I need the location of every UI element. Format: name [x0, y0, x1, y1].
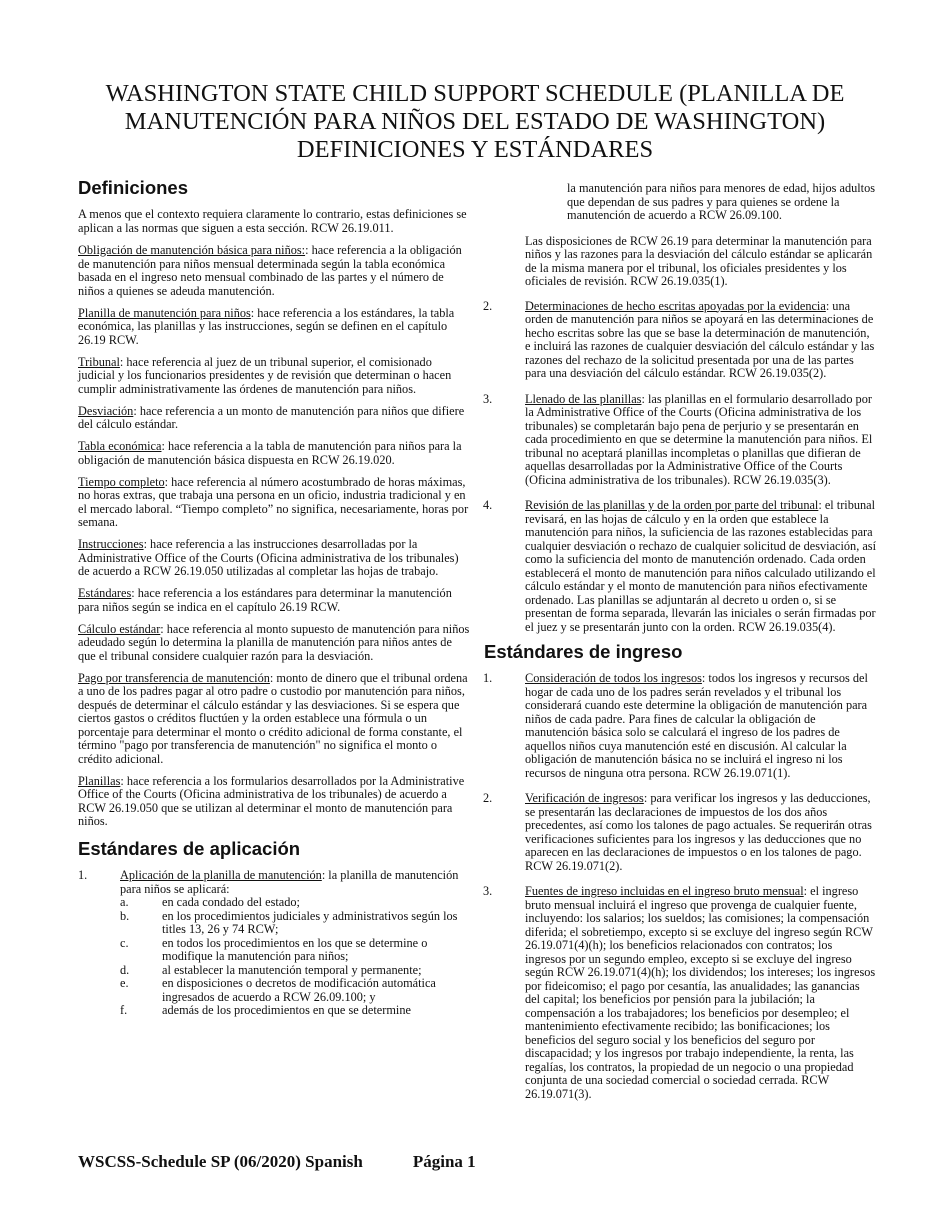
sub-item	[120, 896, 470, 910]
item-number: 3.	[483, 391, 493, 406]
definition-text: : hace referencia al número acostumbrado de horas máximas, no horas extras, que trabaja una persona en un oficio, industria tradicional y en el mercado laboral. “Tiempo completo” no significa, necesariamente, horas por semana.	[78, 474, 469, 529]
income-item-3	[483, 885, 876, 1101]
definition-text: : hace referencia al monto supuesto de manutención para niños adeudado según lo determina la planilla de manutención para niños antes de que el tribunal considere cualquier razón para la desviación.	[78, 621, 470, 663]
item-number: 2.	[483, 298, 493, 313]
item-text: : las planillas en el formulario desarrollado por la Administrative Office of the Courts (Oficina administrativa de los tribunales) se completarán bajo pena de perjurio y se presentarán en cada procedimiento en que se determine la manutención para niños. El tribunal no aceptará planillas incompletas o planillas que difieran de aquellas desarrolladas por la Administrative Office of the Courts (Oficina administrativa de los tribunales). RCW 26.19.035(3).	[525, 391, 873, 487]
item-term: Determinaciones de hecho escritas apoyadas por la evidencia	[525, 298, 826, 313]
sub-letter: e.	[120, 976, 129, 990]
item-term: Aplicación de la planilla de manutención	[120, 868, 322, 882]
definition-text: : hace referencia a un monto de manutención para niños que difiere del cálculo estándar.	[78, 403, 465, 431]
definition-text: : monto de dinero que el tribunal ordena a uno de los padres pagar al otro padre o custodio por manutención para niños, después de determinar el cálculo estándar y las desviaciones. Si se espera que ciertos gastos o créditos fluctúen y la orden establece una fórmula o un porcentaje para determinar el monto o crédito adicional de forma constante, el término "pago por transferencia de manutención" no significa el monto o crédito adicional.	[78, 670, 468, 766]
item-number: 2.	[483, 791, 493, 805]
item-text: : el ingreso bruto mensual incluirá el ingreso que provenga de cualquier fuente, incluyendo: los salarios; los sueldos; las comisiones; la compensación diferida; el sobretiempo, excepto si se excluye del ingreso según RCW 26.19.071(4)(h); los beneficios relacionados con contratos; los ingresos por un segundo empleo, excepto si se excluye del ingreso según RCW 26.19.071(4)(h); los dividendos; los intereses; los ingresos por fideicomiso; el pago por cesantía, las anualidades; las ganancias del capital; los beneficios por pensión para la jubilación; la compensación a los trabajadores; los beneficios por desempleo; el mantenimiento efectivamente recibido; las bonificaciones; los beneficios del seguro social y los beneficios del seguro por discapacidad; y los ingresos por trabajo independiente, la renta, las regalías, los contratos, la propiedad de un negocio o una propiedad conjunta de una sociedad comercial o sociedad cerrada. RCW 26.19.071(3).	[525, 884, 876, 1101]
definition-item	[78, 405, 470, 432]
definition-item	[78, 587, 470, 614]
definition-text: : hace referencia a los estándares para determinar la manutención para niños según se indica en el capítulo 26.19 RCW.	[78, 586, 452, 614]
definition-item	[78, 538, 470, 579]
sub-item	[120, 910, 470, 937]
definition-text: : hace referencia a la obligación de manutención para niños mensual determinada según la tabla económica basada en el ingreso neto mensual combinado de las partes y el número de niños a quienes se adeuda manutención.	[78, 243, 462, 298]
definition-item	[78, 476, 470, 530]
sub-text: en los procedimientos judiciales y administrativos según los titles 13, 26 y 74 RCW;	[162, 908, 458, 936]
sub-text: en cada condado del estado;	[162, 895, 300, 909]
definition-term: Tribunal	[78, 354, 120, 369]
definitions-heading: Definiciones	[78, 177, 188, 198]
sub-letter: b.	[120, 908, 130, 923]
item-term: Llenado de las planillas	[525, 391, 642, 406]
item-text: : la planilla de manutención para niños se aplicará:	[120, 868, 459, 896]
definition-text: : hace referencia al juez de un tribunal superior, el comisionado judicial y los funcionarios presidentes y de revisión que determinan o hacen cumplir administrativamente las órdenes de manutención para niños.	[78, 354, 452, 396]
definitions-intro: A menos que el contexto requiera claramente lo contrario, estas definiciones se aplican a las normas que siguen a esta sección. RCW 26.19.011.	[78, 207, 467, 235]
sub-letter: a.	[120, 895, 129, 909]
application-item-2	[483, 300, 876, 381]
sub-text: en disposiciones o decretos de modificación automática ingresados de acuerdo a RCW 26.09.100; y	[162, 976, 436, 1004]
form-identifier: WSCSS-Schedule SP (06/2020) Spanish	[78, 1152, 363, 1171]
definition-term: Cálculo estándar	[78, 621, 161, 636]
definition-term: Planillas	[78, 773, 121, 788]
item-term: Verificación de ingresos	[525, 791, 644, 805]
sub-text: además de los procedimientos en que se determine	[162, 1003, 411, 1017]
definition-term: Pago por transferencia de manutención	[78, 670, 270, 685]
definition-item	[78, 623, 470, 664]
item-text: : una orden de manutención para niños se apoyará en las determinaciones de hecho escritas sobre las que se base la determinación de manutención, e incluirá las razones de cualquier desviación del cálculo estándar y las razones del rechazo de la solicitud presentada por una de las partes para una desviación del cálculo estándar. RCW 26.19.035(2).	[525, 298, 875, 380]
item-number: 3.	[483, 884, 493, 898]
application-heading: Estándares de aplicación	[78, 838, 301, 859]
application-paragraph: Las disposiciones de RCW 26.19 para determinar la manutención para niños y las razones para la desviación del cálculo estándar se aplicarán de la misma manera por el tribunal, los oficiales presidentes y los oficiales de revisión. RCW 26.19.035(1).	[525, 233, 873, 288]
definition-text: : hace referencia a las instrucciones desarrolladas por la Administrative Office of the Courts (Oficina administrativa de los tribunales) de acuerdo a RCW 26.19.050 utilizadas al completar las hojas de trabajo.	[78, 537, 459, 578]
sub-item	[120, 1004, 470, 1018]
definition-text: : hace referencia a los formularios desarrollados por la Administrative Office of the Courts (Oficina administrativa de los tribunales) de acuerdo a RCW 26.19.050 que se utilizan al determinar el monto de manutención para niños.	[78, 773, 465, 828]
income-heading: Estándares de ingreso	[484, 641, 683, 662]
definition-text: : hace referencia a la tabla de manutención para niños para la obligación de manutención básica dispuesta en RCW 26.19.020.	[78, 439, 462, 467]
left-column	[78, 176, 470, 1018]
item-number: 1.	[78, 868, 88, 882]
definition-term: Planilla de manutención para niños	[78, 305, 251, 320]
item-term: Revisión de las planillas y de la orden por parte del tribunal	[525, 498, 819, 512]
page-title: WASHINGTON STATE CHILD SUPPORT SCHEDULE (PLANILLA DE MANUTENCIÓN PARA NIÑOS DEL ESTADO DE WASHINGTON) DEFINICIONES Y ESTÁNDARES	[105, 80, 845, 163]
application-item-4	[483, 499, 876, 634]
sub-item	[120, 977, 470, 1004]
item-text: : para verificar los ingresos y las deducciones, se presentarán las declaraciones de impuestos de los dos años precedentes, así como los talones de pago actuales. Se requerirán otras verificaciones suficientes para los ingresos y las deducciones que no aparecen en las declaraciones de impuestos o en los talones de pago. RCW 26.19.071(2).	[525, 791, 872, 873]
definition-term: Desviación	[78, 403, 134, 418]
page-number: Página 1	[412, 1152, 476, 1171]
sub-item	[120, 964, 470, 978]
sub-text: al establecer la manutención temporal y permanente;	[162, 962, 422, 977]
definition-item	[78, 244, 470, 298]
definition-term: Obligación de manutención básica para niños:	[78, 243, 306, 257]
item-text: : todos los ingresos y recursos del hogar de cada uno de los padres serán revelados y el tribunal los considerará cuando este determine la obligación de manutención para niños de cada padre. Para fines de calcular la obligación de manutención básica solo se calculará el ingreso de los padres de aquellos niños cuya manutención esté en discusión. Al calcular la obligación de manutención básica no se incluirá el ingreso ni los recursos de ninguna otra persona. RCW 26.19.071(1).	[525, 671, 868, 780]
item-term: Fuentes de ingreso incluidas en el ingreso bruto mensual	[525, 884, 804, 898]
definition-item	[78, 440, 470, 467]
definition-term: Instrucciones	[78, 537, 144, 551]
application-item-3	[483, 393, 876, 488]
sub-text: en todos los procedimientos en los que se determine o modifique la manutención para niños;	[162, 935, 428, 963]
right-column	[483, 182, 876, 1110]
definition-item	[78, 356, 470, 397]
item-text: : el tribunal revisará, en las hojas de cálculo y en la orden que establece la manutención para niños, la suficiencia de las razones establecidas para cualquier desviación o rechazo de cualquier solicitud de desviación, así como la suficiencia del monto de manutención ordenado. Cada orden establecerá el monto de manutención para niños calculado utilizando el cálculo estándar y el monto de manutención para niños efectivamente ordenado. Las planillas se adjuntarán al decreto u orden o, si se presentan de forma separada, llevarán las iniciales o serán firmadas por el juez y se presentarán junto con la orden. RCW 26.19.035(4).	[525, 498, 877, 634]
income-item-2	[483, 792, 876, 873]
definition-term: Tabla económica	[78, 439, 162, 453]
definition-text: : hace referencia a los estándares, la tabla económica, las planillas y las instrucciones, según se definen en el capítulo 26.19 RCW.	[78, 305, 455, 347]
item-term: Consideración de todos los ingresos	[525, 671, 702, 685]
income-item-1	[483, 672, 876, 780]
sub-letter: d.	[120, 962, 130, 977]
page-footer	[78, 1152, 476, 1172]
definition-item	[78, 307, 470, 348]
definition-term: Estándares	[78, 586, 132, 600]
item-number: 1.	[483, 671, 493, 685]
definition-term: Tiempo completo	[78, 474, 165, 489]
item-continuation: la manutención para niños para menores de edad, hijos adultos que dependan de sus padres y para quienes se ordene la manutención de acuerdo a RCW 26.09.100.	[567, 181, 876, 222]
application-item-1	[78, 869, 470, 1018]
definition-item	[78, 775, 470, 829]
definition-item	[78, 672, 470, 767]
sub-letter: c.	[120, 935, 129, 950]
item-number: 4.	[483, 498, 493, 512]
sub-letter: f.	[120, 1003, 128, 1017]
sub-item	[120, 937, 470, 964]
